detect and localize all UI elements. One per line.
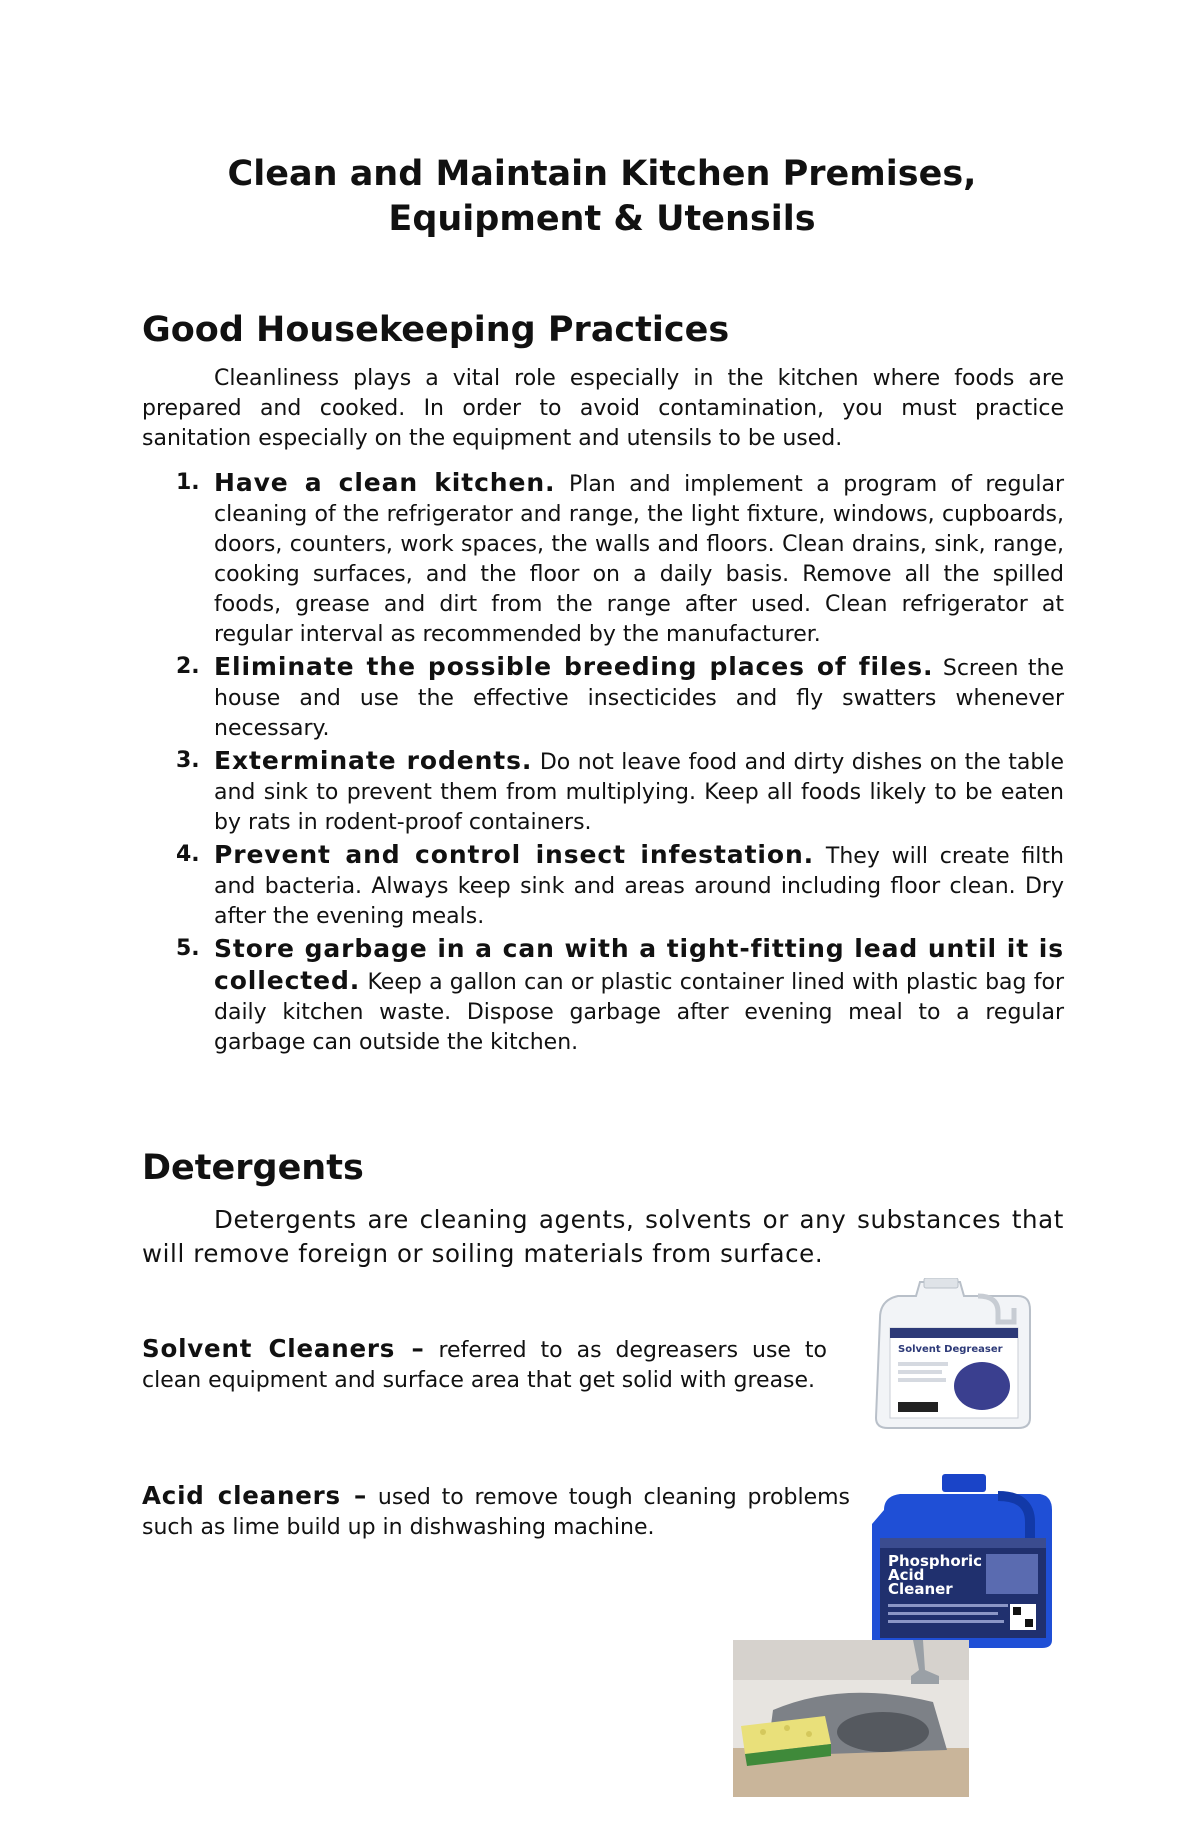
section-heading-good-housekeeping: Good Housekeeping Practices (142, 310, 730, 350)
practice-text: Keep a gallon can or plastic container lined with plastic bag for daily kitchen waste. Dispose garbage after evening meal to a regular garbage can outside the kitchen. (214, 970, 1064, 1055)
solvent-cleaners-text: referred to as degreasers use to clean equipment and surface area that get solid with grease. (142, 1338, 827, 1393)
practices-list (142, 468, 1064, 1060)
acid-label-text-3: Cleaner (888, 1580, 953, 1598)
acid-cleaners-text: used to remove tough cleaning problems such as lime build up in dishwashing machine. (142, 1485, 851, 1540)
practice-lead: Have a clean kitchen. (214, 468, 556, 497)
solvent-label-text: Solvent Degreaser (898, 1344, 1003, 1355)
solvent-degreaser-jug-image (868, 1278, 1036, 1433)
document-title (142, 152, 1062, 242)
acid-cleaners-term: Acid cleaners – (142, 1481, 368, 1510)
practice-item (142, 652, 1064, 744)
acid-cleaners-paragraph (142, 1481, 850, 1543)
practice-lead: Store garbage in a can with a tight-fitting lead until it is collected. (214, 934, 1064, 995)
practice-number: 2. (176, 654, 200, 679)
sponge-sink-photo (733, 1640, 969, 1797)
practice-number: 5. (176, 936, 200, 961)
practice-item (142, 468, 1064, 650)
practice-text: Do not leave food and dirty dishes on the table and sink to prevent them from multiplying. Keep all foods likely to be eaten by rats in rodent-proof containers. (214, 750, 1064, 835)
section-heading-detergents: Detergents (142, 1148, 364, 1188)
solvent-cleaners-term: Solvent Cleaners – (142, 1334, 425, 1363)
title-line-2: Equipment & Utensils (388, 199, 816, 239)
acid-cleaner-jug-image (870, 1474, 1056, 1650)
practice-text: Plan and implement a program of regular cleaning of the refrigerator and range, the light fixture, windows, cupboards, doors, counters, work spaces, the walls and floors. Clean drains, sink, range, cooking surfaces, and the floor on a daily basis. Remove all the spilled foods, grease and dirt from the range after used. Clean refrigerator at regular interval as recommended by the manufacturer. (214, 472, 1065, 647)
practice-item (142, 934, 1064, 1058)
title-line-1: Clean and Maintain Kitchen Premises, (227, 154, 977, 194)
detergents-intro: Detergents are cleaning agents, solvents or any substances that will remove foreign or soiling materials from surface. (142, 1205, 1064, 1268)
practice-text: They will create filth and bacteria. Always keep sink and areas around including floor clean. Dry after the evening meals. (214, 844, 1064, 929)
practice-number: 1. (176, 470, 200, 495)
practice-lead: Eliminate the possible breeding places of files. (214, 652, 934, 681)
acid-label-text-1: Phosphoric (888, 1552, 983, 1570)
solvent-cleaners-paragraph (142, 1334, 827, 1396)
acid-label-text-2: Acid (888, 1566, 925, 1584)
practice-lead: Prevent and control insect infestation. (214, 840, 815, 869)
practice-text: Screen the house and use the effective insecticides and fly swatters whenever necessary. (214, 656, 1064, 741)
practice-number: 4. (176, 842, 200, 867)
practice-lead: Exterminate rodents. (214, 746, 533, 775)
practice-number: 3. (176, 748, 200, 773)
practice-item (142, 746, 1064, 838)
good-housekeeping-intro: Cleanliness plays a vital role especially in the kitchen where foods are prepared and cooked. In order to avoid contamination, you must practice sanitation especially on the equipment and utensils to be used. (142, 366, 1064, 451)
practice-item (142, 840, 1064, 932)
